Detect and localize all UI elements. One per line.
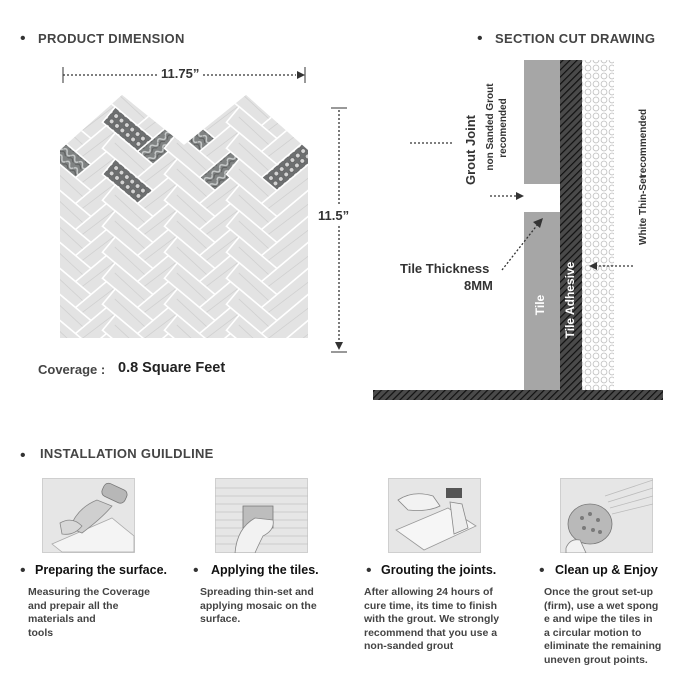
step1-image bbox=[42, 478, 135, 553]
installation-heading: INSTALLATION GUILDLINE bbox=[40, 446, 214, 461]
thinset-label-line1: White Thin-Set bbox=[638, 175, 649, 245]
bullet-dot: • bbox=[20, 447, 26, 464]
floor-base bbox=[373, 390, 663, 400]
product-dimension-heading: PRODUCT DIMENSION bbox=[38, 31, 185, 46]
tile-thickness-label: Tile Thickness bbox=[400, 261, 490, 276]
bullet-dot: • bbox=[193, 562, 199, 579]
tile-label: Tile bbox=[533, 294, 547, 316]
coverage-label: Coverage : bbox=[38, 362, 106, 377]
coverage-value: 0.8 Square Feet bbox=[118, 360, 226, 376]
thinset-layer bbox=[582, 60, 614, 390]
grout-note-line2: recomended bbox=[498, 98, 509, 158]
grout-note-line1: non Sanded Grout bbox=[485, 83, 496, 171]
tile-thickness-value: 8MM bbox=[464, 278, 493, 293]
step1-title: Preparing the surface. bbox=[35, 563, 167, 577]
step3-text: After allowing 24 hours of cure time, its time to finish with the grout. We strongly recommend that you use a non-sanded grout bbox=[364, 586, 500, 652]
step4-title: Clean up & Enjoy bbox=[555, 563, 658, 577]
step3-image bbox=[388, 478, 481, 553]
step1-text: Measuring the Coverage and prepair all the materials and tools bbox=[28, 586, 150, 639]
grout-joint-label: Grout Joint bbox=[463, 114, 478, 186]
step4-image bbox=[560, 478, 653, 553]
bullet-dot: • bbox=[366, 562, 372, 579]
upper-tile bbox=[524, 60, 560, 184]
bullet-dot: • bbox=[477, 30, 483, 47]
section-cut-heading: SECTION CUT DRAWING bbox=[495, 31, 656, 46]
thinset-label-line2: recommended bbox=[638, 108, 649, 178]
step3-title: Grouting the joints. bbox=[381, 563, 497, 577]
tile-adhesive-label: Tile Adhesive bbox=[563, 261, 577, 339]
step4-text: Once the grout set-up (firm), use a wet spong e and wipe the tiles in a circular motion to eliminate the remaining uneven grout points. bbox=[544, 586, 662, 666]
bullet-dot: • bbox=[20, 562, 26, 579]
bullet-dot: • bbox=[20, 30, 26, 47]
step2-text: Spreading thin-set and applying mosaic on the surface. bbox=[200, 586, 317, 625]
height-label: 11.5” bbox=[318, 208, 350, 223]
step2-image bbox=[215, 478, 308, 553]
step2-title: Applying the tiles. bbox=[211, 563, 319, 577]
bullet-dot: • bbox=[539, 562, 545, 579]
width-label: 11.75” bbox=[158, 66, 202, 81]
